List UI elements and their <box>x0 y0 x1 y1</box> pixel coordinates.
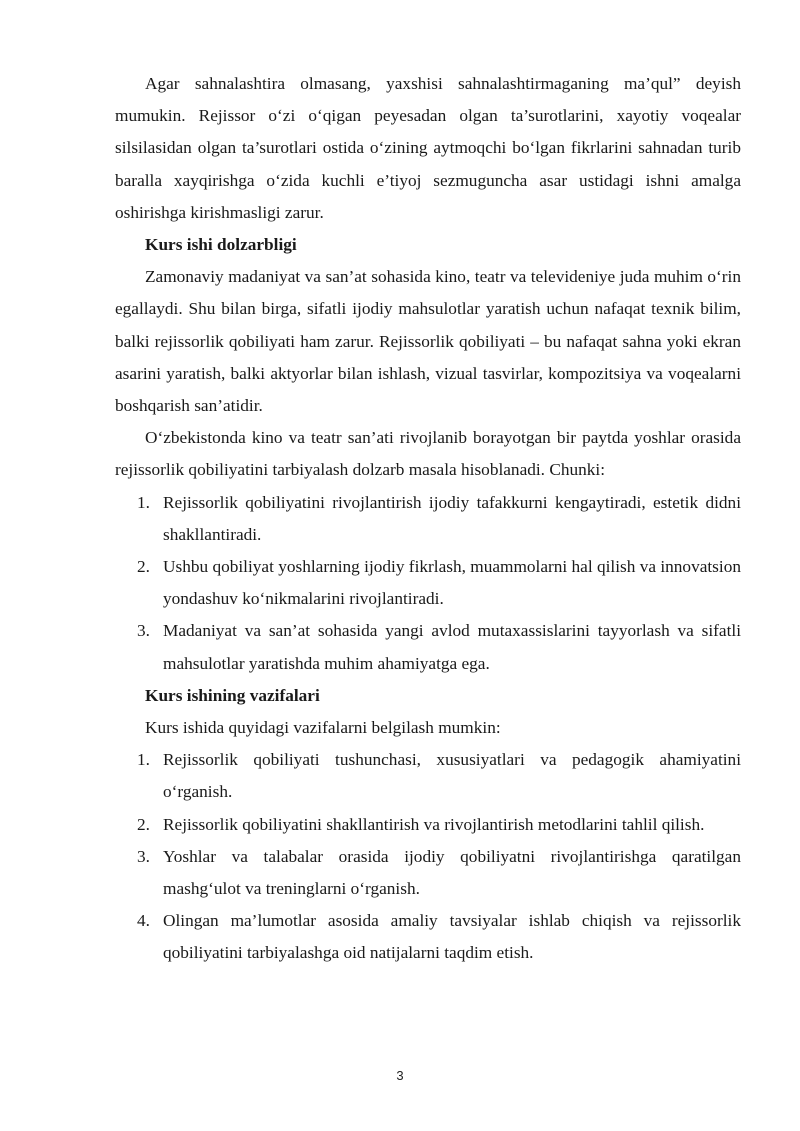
list-item <box>115 487 741 551</box>
list-item-text: Olingan ma’lumotlar asosida amaliy tavsiyalar ishlab chiqish va rejissorlik qobiliyatini tarbiyalashga oid natijalarni taqdim etish. <box>163 911 741 963</box>
list-item-text: Rejissorlik qobiliyatini shakllantirish va rivojlantirish metodlarini tahlil qilish. <box>163 814 705 834</box>
page-number: 3 <box>396 1068 404 1083</box>
list-item-number: 1. <box>137 492 150 512</box>
tasks-heading: Kurs ishining vazifalari <box>145 685 320 705</box>
list-item-number: 3. <box>137 621 150 641</box>
relevance-paragraph-2: O‘zbekistonda kino va teatr san’ati rivojlanib borayotgan bir paytda yoshlar orasida rejissorlik qobiliyatini tarbiyalash dolzarb masala hisoblanadi. Chunki: <box>115 428 741 480</box>
list-item <box>115 809 741 841</box>
tasks-list <box>115 744 741 969</box>
list-item-text: Madaniyat va san’at sohasida yangi avlod mutaxassislarini tayyorlash va sifatli mahsulotlar yaratishda muhim ahamiyatga ega. <box>163 621 741 673</box>
document-page <box>115 68 741 970</box>
list-item <box>115 905 741 969</box>
list-item-text: Yoshlar va talabalar orasida ijodiy qobiliyatni rivojlantirishga qaratilgan mashg‘ulot va treninglarni o‘rganish. <box>163 846 741 899</box>
list-item <box>115 744 741 808</box>
reasons-list <box>115 487 741 680</box>
intro-paragraph: Agar sahnalashtira olmasang, yaxshisi sahnalashtirmaganing ma’qul” deyish mumukin. Rejissor o‘zi o‘qigan peyesadan olgan ta’surotlarini, xayotiy voqealar silsilasidan olgan ta’surotlari ostida o‘zining aytmoqchi bo‘lgan fikrlarini sahnadan turib baralla xayqirishga o‘zida kuchli e’tiyoj sezmuguncha asar ustidagi ishni amalga oshirishga kirishmasligi zarur. <box>115 74 741 222</box>
list-item <box>115 551 741 615</box>
list-item-number: 1. <box>137 750 150 770</box>
list-item-text: Rejissorlik qobiliyati tushunchasi, xususiyatlari va pedagogik ahamiyatini o‘rganish. <box>163 750 741 802</box>
list-item <box>115 615 741 679</box>
list-item-number: 2. <box>137 814 150 834</box>
list-item-number: 4. <box>137 911 150 931</box>
list-item-text: Ushbu qobiliyat yoshlarning ijodiy fikrlash, muammolarni hal qilish va innovatsion yondashuv ko‘nikmalarini rivojlantiradi. <box>163 557 741 609</box>
tasks-intro: Kurs ishida quyidagi vazifalarni belgilash mumkin: <box>145 718 501 738</box>
relevance-paragraph-1: Zamonaviy madaniyat va san’at sohasida kino, teatr va televideniye juda muhim o‘rin egallaydi. Shu bilan birga, sifatli ijodiy mahsulotlar yaratish uchun nafaqat texnik bilim, balki rejissorlik qobiliyati ham zarur. Rejissorlik qobiliyati – bu nafaqat sahna yoki ekran asarini yaratish, balki aktyorlar bilan ishlash, vizual tasvirlar, kompozitsiya va voqealarni boshqarish san’atidir. <box>115 267 741 416</box>
relevance-heading: Kurs ishi dolzarbligi <box>145 235 297 255</box>
list-item-number: 2. <box>137 557 150 577</box>
list-item <box>115 841 741 905</box>
list-item-number: 3. <box>137 846 150 866</box>
list-item-text: Rejissorlik qobiliyatini rivojlantirish ijodiy tafakkurni kengaytiradi, estetik didni shakllantiradi. <box>163 492 741 544</box>
